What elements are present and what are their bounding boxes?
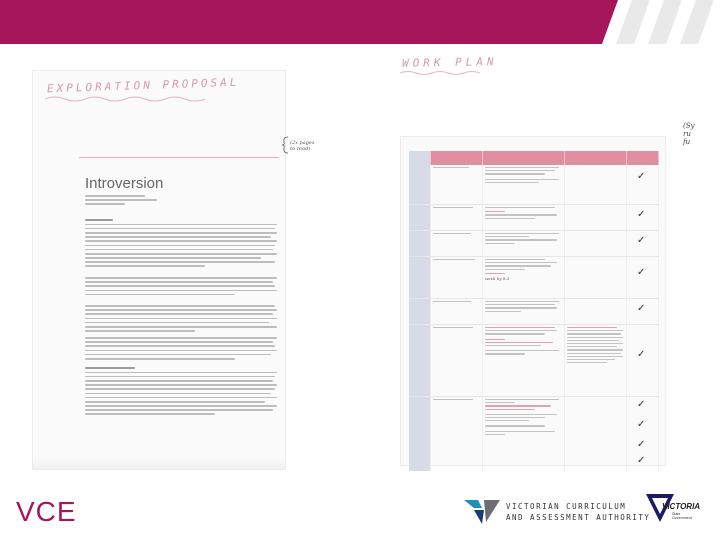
row-complete-cell — [627, 205, 659, 230]
row-date-cell — [431, 231, 483, 256]
checkmark-icon: ✓ — [637, 455, 646, 466]
victoria-government-logo — [644, 492, 710, 526]
work-plan-table — [409, 151, 659, 466]
essay-paragraph-5 — [85, 367, 280, 418]
row-complete-cell — [627, 397, 659, 471]
doc-header-rule — [79, 157, 279, 158]
row-week-cell — [409, 397, 431, 471]
row-date-cell — [431, 299, 483, 324]
row-complete-cell — [627, 165, 659, 204]
left-margin-note-line-1: (2x pages — [290, 140, 315, 146]
table-row — [409, 299, 659, 325]
header-cell — [565, 151, 627, 165]
vcaa-triangle-icon — [464, 498, 500, 526]
checkmark-icon: ✓ — [637, 303, 646, 314]
checkmark-icon: ✓ — [637, 439, 646, 450]
table-row — [409, 257, 659, 299]
essay-paragraph-2 — [85, 277, 280, 298]
state-government-label — [672, 512, 692, 520]
header-cell — [627, 151, 659, 165]
essay-paragraph-1 — [85, 219, 280, 270]
vcaa-wordmark-line-2: AND ASSESSMENT AUTHORITY — [506, 513, 651, 522]
row-work-cell — [483, 165, 565, 204]
header-cell — [483, 151, 565, 165]
row-date-cell — [431, 397, 483, 471]
row-week-cell — [409, 299, 431, 324]
row-work-cell — [483, 299, 565, 324]
checkmark-icon: ✓ — [637, 267, 646, 278]
row-proposal-cell — [565, 397, 627, 471]
row-proposal-cell — [565, 165, 627, 204]
checkmark-icon: ✓ — [637, 419, 646, 430]
table-row — [409, 397, 659, 471]
right-margin-note-line-3: fu — [683, 138, 691, 146]
table-row — [409, 325, 659, 397]
right-margin-note-line-2: ru — [683, 130, 691, 138]
row-complete-cell — [627, 257, 659, 298]
row-week-cell — [409, 165, 431, 204]
exploration-proposal-scan — [32, 70, 286, 470]
row-week-cell — [409, 205, 431, 230]
checkmark-icon: ✓ — [637, 399, 646, 410]
state-label: State — [672, 512, 681, 516]
row-work-cell — [483, 397, 565, 471]
row-week-cell — [409, 257, 431, 298]
row-date-cell — [431, 165, 483, 204]
checkmark-icon: ✓ — [637, 209, 646, 220]
victoria-wordmark: VICTORIA — [662, 502, 701, 511]
row-proposal-cell — [565, 205, 627, 230]
handwritten-note: week by 8.5 — [485, 275, 510, 281]
table-row — [409, 165, 659, 205]
left-margin-note — [290, 140, 314, 152]
vcaa-wordmark-line-1: VICTORIAN CURRICULUM — [506, 502, 627, 511]
exploration-proposal-title: EXPLORATION PROPOSAL — [46, 75, 240, 96]
work-plan-header-row — [409, 151, 659, 165]
row-proposal-cell — [565, 257, 627, 298]
government-label: Government — [672, 516, 692, 520]
left-margin-note-line-2: to read) — [290, 146, 311, 152]
row-work-cell — [483, 257, 565, 298]
row-week-cell — [409, 325, 431, 396]
title-underline-squiggle — [45, 95, 215, 103]
right-margin-note — [683, 122, 694, 146]
essay-intro-meta — [85, 195, 280, 208]
row-proposal-cell — [565, 231, 627, 256]
work-plan-title: WORK PLAN — [401, 55, 498, 70]
row-proposal-cell — [565, 325, 627, 396]
row-complete-cell — [627, 299, 659, 324]
work-plan-title-squiggle — [400, 70, 480, 76]
row-proposal-cell — [565, 299, 627, 324]
row-date-cell — [431, 325, 483, 396]
work-plan-scan — [400, 136, 666, 466]
essay-heading: Introversion — [85, 175, 164, 192]
row-work-cell — [483, 205, 565, 230]
scan-shadow — [33, 457, 285, 469]
margin-brace-icon — [282, 136, 290, 154]
right-margin-note-line-1: (Sy — [683, 122, 695, 130]
header-cell — [431, 151, 483, 165]
checkmark-icon: ✓ — [637, 235, 646, 246]
vcaa-wordmark — [506, 501, 650, 523]
row-week-cell — [409, 231, 431, 256]
essay-paragraph-3 — [85, 305, 280, 334]
header-corner-stripes — [592, 0, 720, 44]
row-work-cell — [483, 325, 565, 396]
table-row — [409, 205, 659, 231]
row-date-cell — [431, 205, 483, 230]
checkmark-icon: ✓ — [637, 349, 646, 360]
row-complete-cell — [627, 325, 659, 396]
essay-paragraph-4 — [85, 337, 280, 362]
row-work-cell — [483, 231, 565, 256]
header-cell — [409, 151, 431, 165]
vce-logo: VCE — [16, 496, 77, 527]
vcaa-logo — [464, 498, 650, 526]
row-complete-cell — [627, 231, 659, 256]
row-date-cell — [431, 257, 483, 298]
checkmark-icon: ✓ — [637, 171, 646, 182]
table-row — [409, 231, 659, 257]
